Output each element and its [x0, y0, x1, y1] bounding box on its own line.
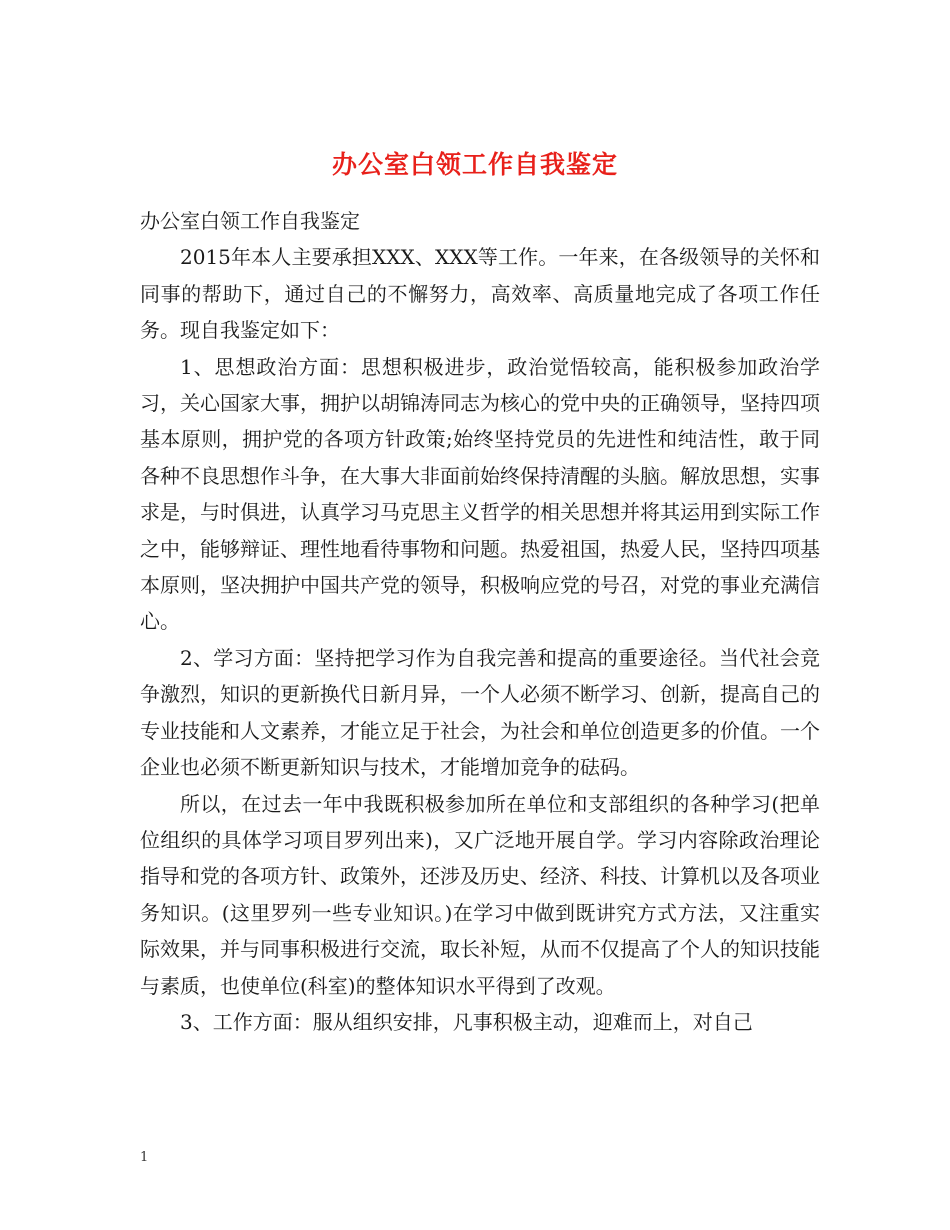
- document-subtitle: 办公室白领工作自我鉴定: [140, 209, 360, 233]
- page-number: 1: [140, 1150, 149, 1165]
- document-title: 办公室白领工作自我鉴定: [331, 149, 618, 179]
- document-body: [140, 203, 820, 1040]
- paragraph-study: 2、学习方面：坚持把学习作为自我完善和提高的重要途径。当代社会竞争激烈，知识的更新换代日新月异，一个人必须不断学习、创新，提高自己的专业技能和人文素养，才能立足于社会，为社会和单位创造更多的价值。一个企业也必须不断更新知识与技术，才能增加竞争的砝码。: [140, 645, 820, 780]
- paragraph-intro: 2015年本人主要承担XXX、XXX等工作。一年来，在各级领导的关怀和同事的帮助下，通过自己的不懈努力，高效率、高质量地完成了各项工作任务。现自我鉴定如下：: [140, 245, 820, 343]
- paragraph-political: 1、思想政治方面：思想积极进步，政治觉悟较高，能积极参加政治学习，关心国家大事，拥护以胡锦涛同志为核心的党中央的正确领导，坚持四项基本原则，拥护党的各项方针政策;始终坚持党员的先进性和纯洁性，敢于同各种不良思想作斗争，在大事大非面前始终保持清醒的头脑。解放思想，实事求是，与时俱进，认真学习马克思主义哲学的相关思想并将其运用到实际工作之中，能够辩证、理性地看待事物和问题。热爱祖国，热爱人民，坚持四项基本原则，坚决拥护中国共产党的领导，积极响应党的号召，对党的事业充满信心。: [140, 354, 820, 634]
- paragraph-work: 3、工作方面：服从组织安排，凡事积极主动，迎难而上，对自己: [180, 1009, 753, 1034]
- paragraph-study-detail: 所以，在过去一年中我既积极参加所在单位和支部组织的各种学习(把单位组织的具体学习项目罗列出来)，又广泛地开展自学。学习内容除政治理论指导和党的各项方针、政策外，还涉及历史、经济、科技、计算机以及各项业务知识。(这里罗列一些专业知识。)在学习中做到既讲究方式方法，又注重实际效果，并与同事积极进行交流，取长补短，从而不仅提高了个人的知识技能与素质，也使单位(科室)的整体知识水平得到了改观。: [140, 791, 820, 998]
